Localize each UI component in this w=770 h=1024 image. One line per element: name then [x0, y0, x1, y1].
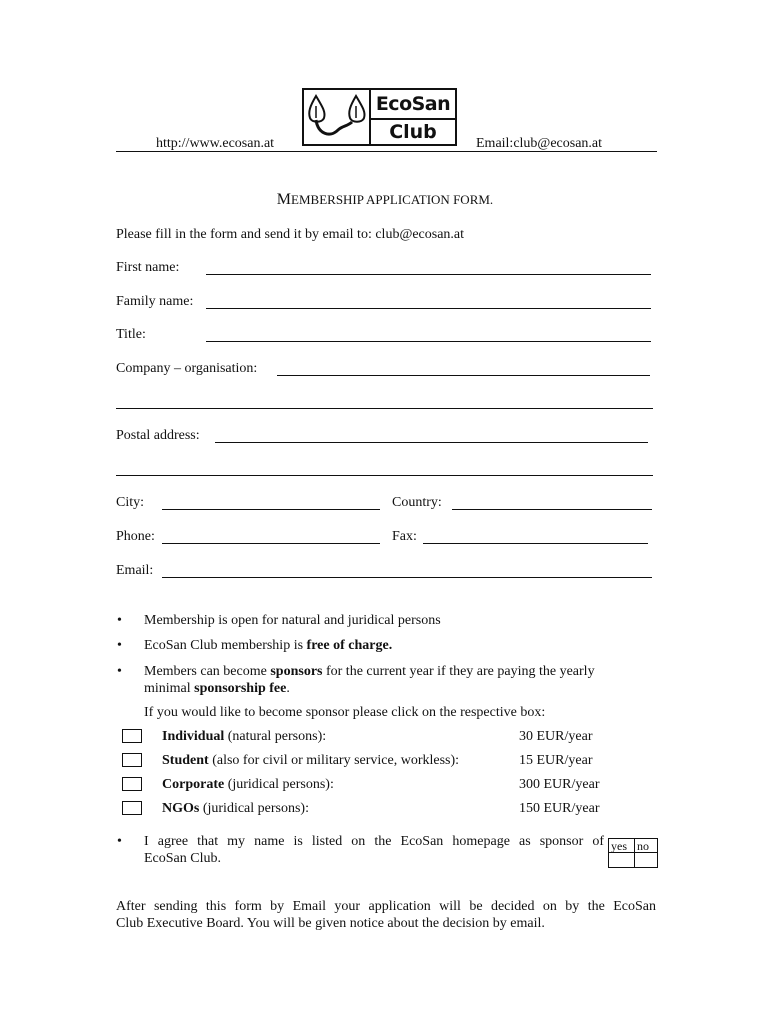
country-field[interactable]	[452, 509, 652, 510]
city-label: City:	[116, 495, 145, 510]
agree-text: I agree that my name is listed on the EcoSan homepage as sponsor of	[144, 834, 604, 849]
agree-text-line2: EcoSan Club.	[144, 851, 221, 866]
bullet-icon: •	[117, 664, 122, 679]
email-field[interactable]	[162, 577, 652, 578]
ecosan-logo	[302, 88, 457, 146]
company-field[interactable]	[277, 375, 650, 376]
individual-checkbox[interactable]	[122, 729, 142, 743]
logo-text-club: Club	[389, 121, 437, 143]
student-price: 15 EUR/year	[519, 753, 593, 768]
no-checkbox[interactable]	[634, 852, 658, 868]
ngos-price: 150 EUR/year	[519, 801, 600, 816]
bullet-free-of-charge: EcoSan Club membership is free of charge.	[144, 638, 393, 653]
website-link[interactable]: http://www.ecosan.at	[156, 136, 275, 151]
logo-text-ecosan: EcoSan	[371, 90, 455, 120]
phone-label: Phone:	[116, 529, 155, 544]
company-field-line2[interactable]	[116, 408, 653, 409]
page-title: MEMBERSHIP APPLICATION FORM.	[276, 191, 494, 208]
title-field[interactable]	[206, 341, 651, 342]
tree-drops-icon	[304, 90, 370, 144]
header-rule	[116, 151, 657, 152]
fax-label: Fax:	[392, 529, 417, 544]
bullet-sponsors-line2: minimal sponsorship fee.	[144, 681, 290, 696]
family-name-field[interactable]	[206, 308, 651, 309]
phone-field[interactable]	[162, 543, 380, 544]
title-label: Title:	[116, 327, 146, 342]
fax-field[interactable]	[423, 543, 648, 544]
no-option[interactable]: no	[634, 838, 658, 853]
corporate-label: Corporate (juridical persons):	[162, 777, 334, 792]
postal-field-line2[interactable]	[116, 475, 653, 476]
corporate-price: 300 EUR/year	[519, 777, 600, 792]
bullet-icon: •	[117, 613, 122, 628]
header-email[interactable]: Email:club@ecosan.at	[476, 136, 603, 151]
country-label: Country:	[392, 495, 442, 510]
sponsor-intro: If you would like to become sponsor please click on the respective box:	[144, 705, 546, 720]
individual-label: Individual (natural persons):	[162, 729, 327, 744]
first-name-label: First name:	[116, 260, 180, 275]
individual-price: 30 EUR/year	[519, 729, 593, 744]
ngos-label: NGOs (juridical persons):	[162, 801, 309, 816]
footer-text-line2: Club Executive Board. You will be given notice about the decision by email.	[116, 916, 545, 931]
corporate-checkbox[interactable]	[122, 777, 142, 791]
footer-text: After sending this form by Email your application will be decided on by the EcoSan	[116, 899, 656, 914]
yes-option[interactable]: yes	[608, 838, 635, 853]
company-label: Company – organisation:	[116, 361, 258, 376]
ngos-checkbox[interactable]	[122, 801, 142, 815]
intro-text: Please fill in the form and send it by email to: club@ecosan.at	[116, 227, 465, 242]
bullet-sponsors: Members can become sponsors for the current year if they are paying the yearly	[144, 664, 595, 679]
first-name-field[interactable]	[206, 274, 651, 275]
email-label: Email:	[116, 563, 154, 578]
student-label: Student (also for civil or military service, workless):	[162, 753, 460, 768]
bullet-membership-open: Membership is open for natural and juridical persons	[144, 613, 441, 628]
bullet-icon: •	[117, 834, 122, 849]
yes-no-table	[608, 838, 658, 868]
city-field[interactable]	[162, 509, 380, 510]
yes-checkbox[interactable]	[608, 852, 635, 868]
student-checkbox[interactable]	[122, 753, 142, 767]
postal-field[interactable]	[215, 442, 648, 443]
postal-label: Postal address:	[116, 428, 200, 443]
family-name-label: Family name:	[116, 294, 194, 309]
bullet-icon: •	[117, 638, 122, 653]
